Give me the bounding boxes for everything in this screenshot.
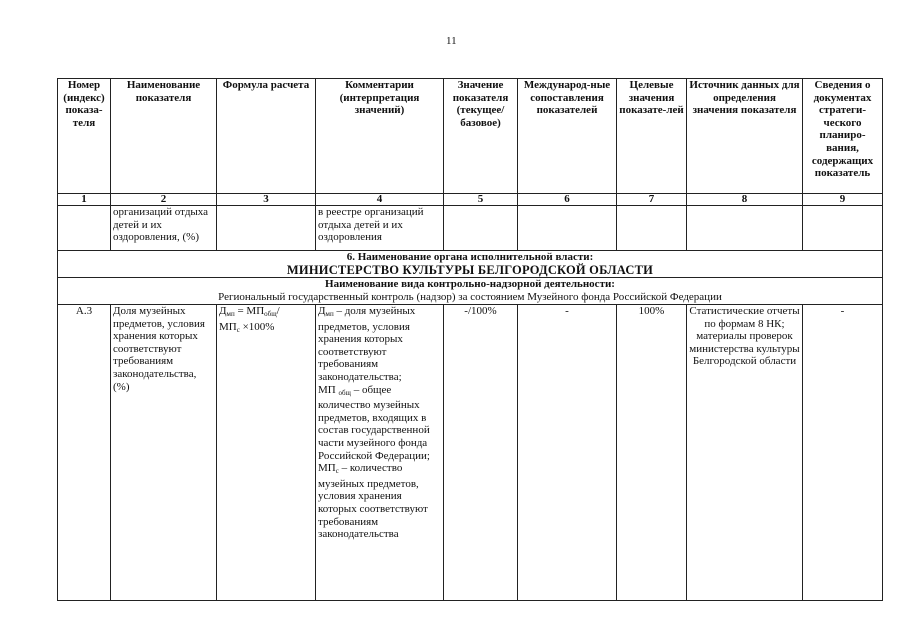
indicator-international: -	[518, 305, 617, 601]
header-target: Целевые значения показате-лей	[617, 79, 687, 194]
column-number: 8	[687, 194, 803, 206]
column-number: 3	[217, 194, 316, 206]
header-documents: Сведения о документах стратеги-ческого планиро-вания, содержащих показатель	[803, 79, 883, 194]
activity-kind-line-2: Региональный государственный контроль (надзор) за состоянием Музейного фонда Российской Федерации	[218, 290, 722, 303]
formula-mp2: МП	[219, 320, 237, 333]
header-formula: Формула расчета	[217, 79, 316, 194]
column-number-row	[58, 194, 883, 206]
section-row	[58, 251, 883, 278]
formula-tail: ×100%	[239, 320, 275, 333]
comment-mp: МП	[318, 383, 339, 396]
activity-kind-heading	[58, 278, 883, 305]
section-line-1: 6. Наименование органа исполнительной власти:	[346, 251, 594, 263]
comment-part-1: – доля музейных предметов, условия хранения которых соответствуют требованиям законодательства;	[318, 305, 416, 383]
header-value: Значение показателя (текущее/ базовое)	[444, 79, 518, 194]
comment-mpc: МП	[318, 462, 336, 475]
column-number: 6	[518, 194, 617, 206]
page-number: 11	[446, 35, 457, 47]
comment-d: Д	[318, 305, 326, 317]
column-number: 9	[803, 194, 883, 206]
comment-d-subscript: мп	[325, 310, 334, 318]
continued-target-cell	[617, 206, 687, 251]
continued-documents-cell	[803, 206, 883, 251]
indicator-name: Доля музейных предметов, условия хранения которых соответствуют требованиям законодательства, (%)	[111, 305, 217, 601]
continued-index-cell	[58, 206, 111, 251]
indicator-formula	[217, 305, 316, 601]
comment-mp-subscript: общ	[338, 388, 351, 397]
indicator-value: -/100%	[444, 305, 518, 601]
continued-formula-cell	[217, 206, 316, 251]
header-source: Источник данных для определения значения показателя	[687, 79, 803, 194]
comment-mpc-subscript: с	[335, 467, 339, 476]
column-number: 1	[58, 194, 111, 206]
continued-source-cell	[687, 206, 803, 251]
comment-part-3: – количество музейных предметов, условия хранения которых соответствуют требованиям законодательства	[318, 462, 428, 541]
continued-name-cell: организаций отдыха детей и их оздоровления, (%)	[111, 206, 217, 251]
column-number: 4	[316, 194, 444, 206]
formula-slash: /	[276, 305, 280, 317]
activity-kind-line-1: Наименование вида контрольно-надзорной деятельности:	[325, 278, 615, 290]
formula-d-subscript: мп	[226, 310, 235, 318]
continued-value-cell	[444, 206, 518, 251]
column-number: 7	[617, 194, 687, 206]
formula-mp-subscript: общ	[264, 310, 277, 318]
comment-part-2: – общее количество музейных предметов, входящих в состав государственной части музейного фонда Российской Федерации;	[318, 383, 430, 462]
activity-kind-row	[58, 278, 883, 305]
continued-comment-cell: в реестре организаций отдыха детей и их оздоровления	[316, 206, 444, 251]
indicator-source: Статистические отчеты по формам 8 НК; материалы проверок министерства культуры Белгородской области	[687, 305, 803, 601]
header-name: Наименование показателя	[111, 79, 217, 194]
header-row	[58, 79, 883, 194]
header-international: Международ-ные сопоставления показателей	[518, 79, 617, 194]
header-comments: Комментарии (интерпретация значений)	[316, 79, 444, 194]
formula-d: Д	[219, 305, 227, 317]
indicator-row	[58, 305, 883, 601]
indicator-documents: -	[803, 305, 883, 601]
indicator-comment	[316, 305, 444, 601]
section-heading	[58, 251, 883, 278]
section-line-2: МИНИСТЕРСТВО КУЛЬТУРЫ БЕЛГОРОДСКОЙ ОБЛАСТИ	[286, 262, 654, 277]
formula-mp2-subscript: с	[236, 325, 240, 334]
column-number: 2	[111, 194, 217, 206]
formula-equals-mp: = МП	[234, 305, 265, 317]
indicator-target: 100%	[617, 305, 687, 601]
indicator-index: А.3	[58, 305, 111, 601]
column-number: 5	[444, 194, 518, 206]
continued-international-cell	[518, 206, 617, 251]
header-index: Номер (индекс) показа-теля	[58, 79, 111, 194]
indicators-table	[57, 78, 883, 601]
continued-row	[58, 206, 883, 251]
